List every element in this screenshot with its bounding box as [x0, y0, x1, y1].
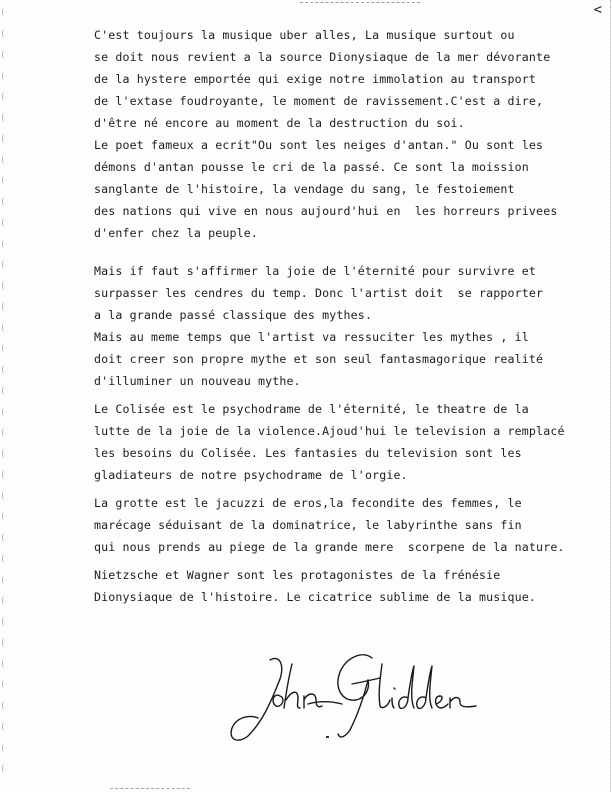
- scan-edge-mark: [2, 239, 6, 248]
- scan-edge-mark: [2, 197, 6, 206]
- text-line: surpasser les cendres du temp. Donc l'artist doit se rapporter: [94, 286, 544, 300]
- right-scan-edge: [608, 0, 611, 792]
- scan-edge-mark: [2, 155, 6, 164]
- letter-body: [94, 26, 594, 610]
- scan-edge-mark: [2, 428, 6, 437]
- scan-edge-mark: [2, 71, 6, 80]
- text-line: sanglante de l'histoire, la vendage du sang, le festoiement: [94, 182, 515, 196]
- scan-edge-mark: [2, 218, 6, 227]
- scan-edge-mark: [2, 554, 6, 563]
- text-line: de la hystere emportée qui exige notre immolation au transport: [94, 72, 537, 86]
- scan-edge-mark: [2, 743, 6, 752]
- text-line: les besoins du Colisée. Les fantasies du television sont les: [94, 446, 522, 460]
- text-line: C'est toujours la musique uber alles, La musique surtout ou: [94, 28, 515, 42]
- text-line: Le poet fameux a ecrit"Ou sont les neiges d'antan." Ou sont les: [94, 138, 544, 152]
- signature: [222, 644, 482, 754]
- scan-edge-mark: [2, 701, 6, 710]
- scan-edge-mark: [2, 134, 6, 143]
- scan-edge-mark: [2, 29, 6, 38]
- text-line: La grotte est le jacuzzi de eros,la fecondite des femmes, le: [94, 496, 522, 510]
- scan-edge-mark: [2, 491, 6, 500]
- top-dashed-rule: [300, 2, 420, 3]
- scan-edge-mark: [2, 764, 6, 773]
- scan-edge-mark: [2, 302, 6, 311]
- scan-edge-mark: [2, 365, 6, 374]
- scan-edge-mark: [2, 659, 6, 668]
- text-line: a la grande passé classique des mythes.: [94, 308, 373, 322]
- scan-edge-mark: [2, 323, 6, 332]
- scan-edge-mark: [2, 449, 6, 458]
- text-line: Mais au meme temps que l'artist va ressuciter les mythes , il: [94, 330, 529, 344]
- text-line: qui nous prends au piege de la grande mere scorpene de la nature.: [94, 540, 565, 554]
- text-line: lutte de la joie de la violence.Ajoud'hui le television a remplacé: [94, 424, 565, 438]
- scan-edge-mark: [2, 8, 6, 17]
- scan-edge-mark: [2, 575, 6, 584]
- ink-dot: [326, 736, 329, 738]
- scan-edge-mark: [2, 680, 6, 689]
- scan-edge-mark: [2, 596, 6, 605]
- corner-mark: <: [593, 2, 602, 18]
- text-line: Mais if faut s'affirmer la joie de l'éternité pour survivre et: [94, 264, 537, 278]
- scan-edge-mark: [2, 50, 6, 59]
- scan-edge-mark: [2, 470, 6, 479]
- left-scan-edge: [2, 0, 10, 792]
- scan-edge-mark: [2, 260, 6, 269]
- bottom-dashed-rule: [110, 788, 190, 789]
- scan-edge-mark: [2, 722, 6, 731]
- text-line: doit creer son propre mythe et son seul fantasmagorique realité: [94, 352, 544, 366]
- text-line: Le Colisée est le psychodrame de l'éternité, le theatre de la: [94, 402, 529, 416]
- text-line: gladiateurs de notre psychodrame de l'orgie.: [94, 468, 408, 482]
- scan-edge-mark: [2, 92, 6, 101]
- scan-edge-mark: [2, 512, 6, 521]
- scan-edge-mark: [2, 281, 6, 290]
- text-line: d'être né encore au moment de la destruction du soi.: [94, 116, 465, 130]
- text-line: marécage séduisant de la dominatrice, le labyrinthe sans fin: [94, 518, 522, 532]
- scan-edge-mark: [2, 344, 6, 353]
- text-line: de l'extase foudroyante, le moment de ravissement.C'est a dire,: [94, 94, 544, 108]
- text-line: Nietzsche et Wagner sont les protagonistes de la frénésie: [94, 568, 501, 582]
- scan-edge-mark: [2, 407, 6, 416]
- text-line: démons d'antan pousse le cri de la passé. Ce sont la moission: [94, 160, 529, 174]
- scan-edge-mark: [2, 176, 6, 185]
- text-line: d'illuminer un nouveau mythe.: [94, 374, 301, 388]
- text-line: des nations qui vive en nous aujourd'hui en les horreurs privees: [94, 204, 558, 218]
- scan-edge-mark: [2, 533, 6, 542]
- scan-edge-mark: [2, 113, 6, 122]
- text-line: Dionysiaque de l'histoire. Le cicatrice sublime de la musique.: [94, 590, 537, 604]
- scan-edge-mark: [2, 617, 6, 626]
- scan-edge-mark: [2, 638, 6, 647]
- text-line: se doit nous revient a la source Dionysiaque de la mer dévorante: [94, 50, 551, 64]
- scan-edge-mark: [2, 386, 6, 395]
- text-line: d'enfer chez la peuple.: [94, 226, 258, 240]
